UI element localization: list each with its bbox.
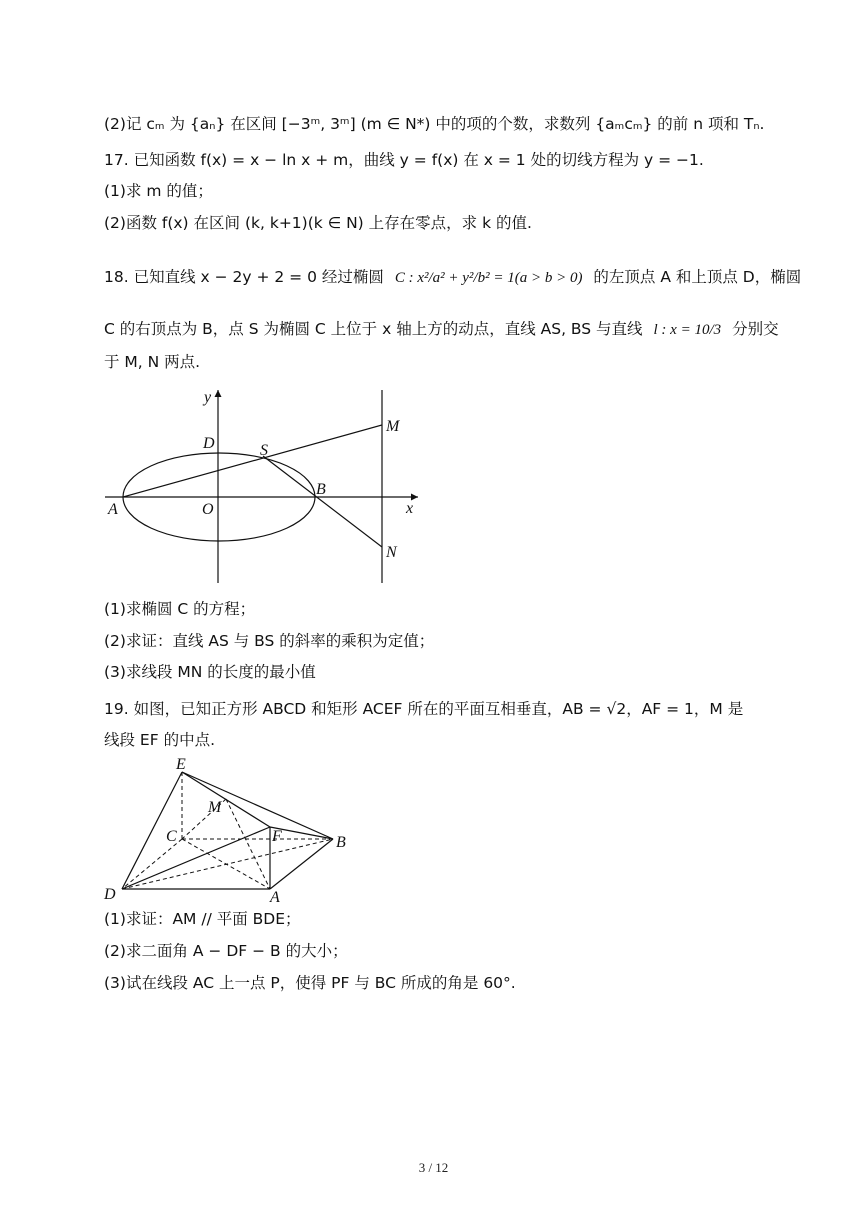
q18-part1: (1)求椭圆 C 的方程； [104, 600, 256, 618]
q18-part3: (3)求线段 MN 的长度的最小值 [104, 663, 316, 681]
q18-part2: (2)求证：直线 AS 与 BS 的斜率的乘积为定值； [104, 632, 435, 650]
label-m2: M [208, 799, 222, 816]
q19-part1: (1)求证：AM // 平面 BDE； [104, 910, 301, 928]
solid-figure [100, 757, 360, 907]
line-sn [263, 456, 382, 547]
label-b: B [316, 481, 326, 498]
q18-stem-line2-a: C 的右顶点为 B，点 S 为椭圆 C 上位于 x 轴上方的动点，直线 AS, BS 与直线 [104, 320, 643, 338]
label-x: x [406, 500, 414, 517]
label-y: y [204, 389, 212, 406]
label-e: E [176, 757, 186, 773]
q19-stem-line2: 线段 EF 的中点. [104, 731, 215, 749]
label-n: N [386, 544, 397, 561]
q19-part2: (2)求二面角 A − DF − B 的大小； [104, 942, 348, 960]
q17-stem: 17. 已知函数 f(x) = x − ln x + m，曲线 y = f(x) 在 x = 1 处的切线方程为 y = −1. [104, 151, 704, 169]
q18-stem-line2 [104, 318, 779, 341]
label-s: S [260, 442, 268, 459]
q18-stem-c: 的左顶点 A 和上顶点 D，椭圆 [593, 268, 802, 286]
label-b2: B [336, 834, 346, 851]
q18-stem-a: 18. 已知直线 x − 2y + 2 = 0 经过椭圆 [104, 268, 384, 286]
label-d: D [203, 435, 215, 452]
q18-stem-line2-c: 分别交 [732, 320, 779, 338]
ellipse-equation: C : x²/a² + y²/b² = 1(a > b > 0) [394, 270, 583, 286]
q18-stem-line1 [104, 266, 802, 289]
q19-part3: (3)试在线段 AC 上一点 P，使得 PF 与 BC 所成的角是 60°. [104, 974, 516, 992]
label-c: C [166, 828, 177, 845]
line-l-equation: l : x = 10/3 [653, 322, 722, 338]
q16-part2: (2)记 cₘ 为 {aₙ} 在区间 [−3ᵐ, 3ᵐ] (m ∈ N*) 中的项的个数，求数列 {aₘcₘ} 的前 n 项和 Tₙ. [104, 115, 765, 133]
label-a: A [108, 501, 118, 518]
label-d2: D [104, 886, 116, 903]
label-o: O [202, 501, 214, 518]
q17-part1: (1)求 m 的值； [104, 182, 213, 200]
label-a2: A [270, 889, 280, 906]
label-f: F [272, 828, 282, 845]
label-m: M [386, 418, 400, 435]
q17-part2: (2)函数 f(x) 在区间 (k, k+1)(k ∈ N) 上存在零点，求 k 的值. [104, 214, 532, 232]
q19-stem-line1: 19. 如图，已知正方形 ABCD 和矩形 ACEF 所在的平面互相垂直，AB = √2，AF = 1，M 是 [104, 700, 744, 718]
page-number: 3 / 12 [418, 1160, 449, 1175]
q18-stem-line3: 于 M, N 两点. [104, 353, 201, 371]
ellipse-figure [100, 385, 430, 590]
